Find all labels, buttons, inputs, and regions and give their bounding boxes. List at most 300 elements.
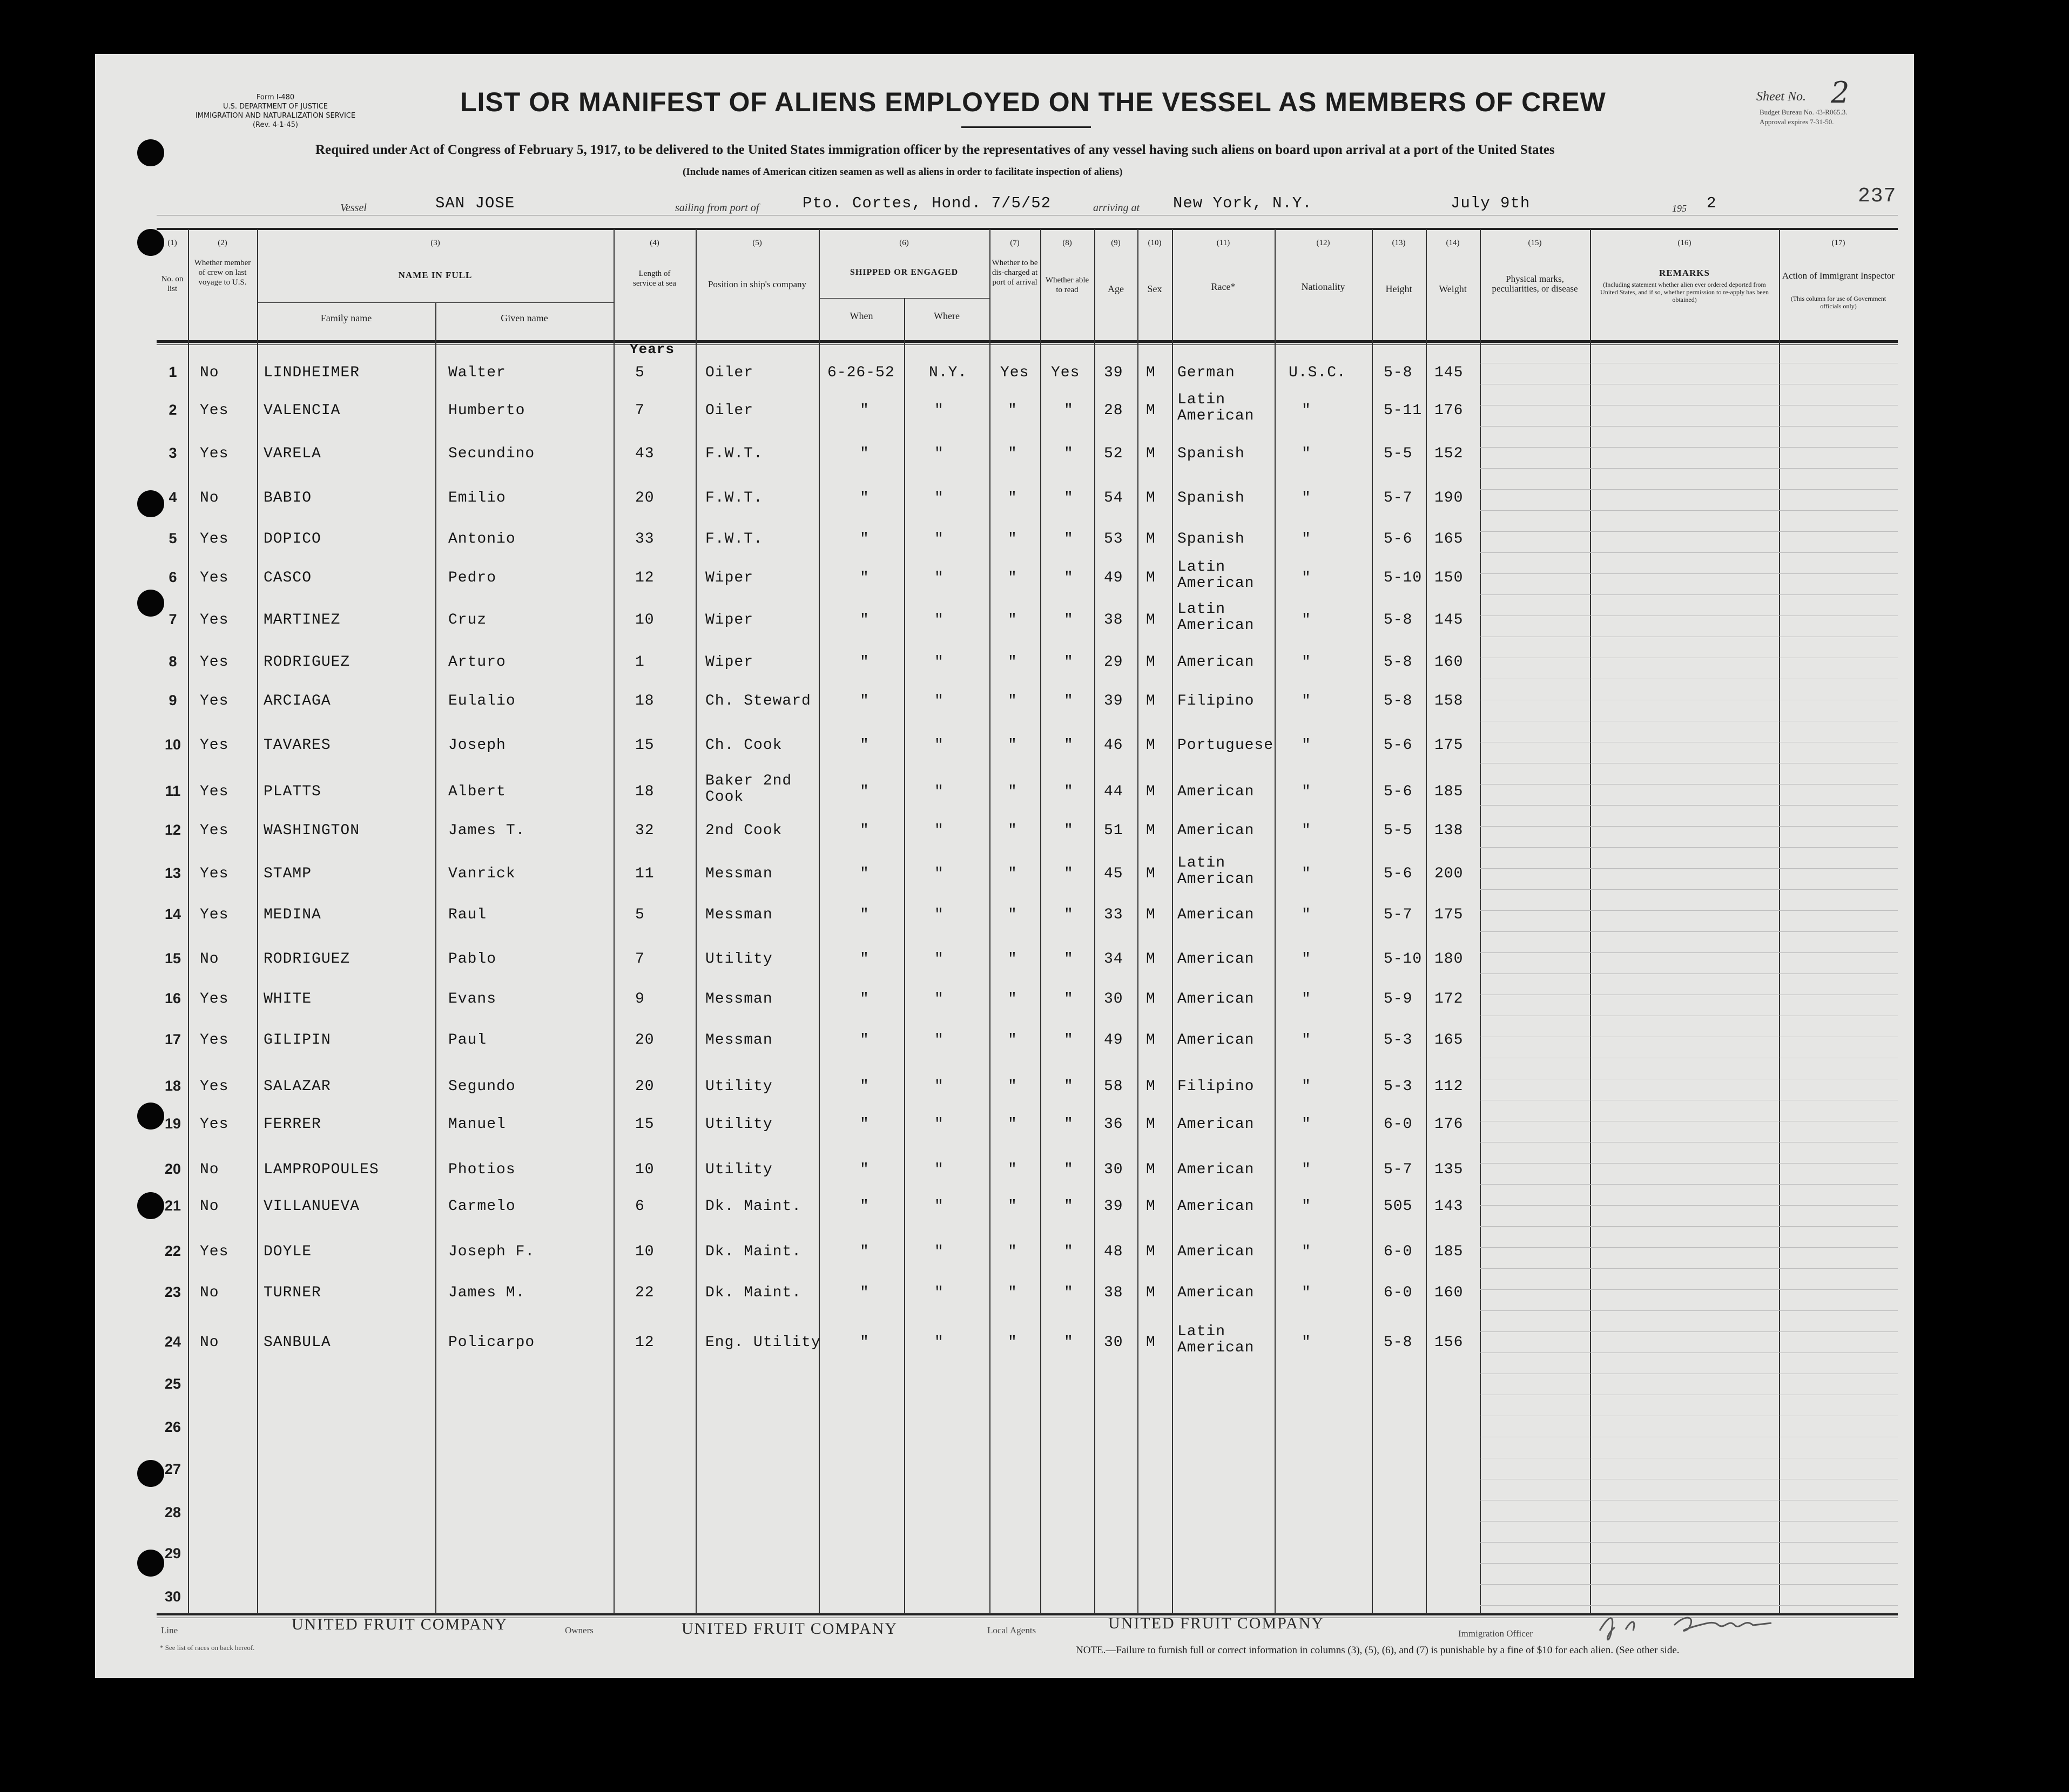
cell-when: " [860, 531, 870, 547]
cell-prev: Yes [200, 783, 229, 800]
cell-disch: " [1008, 1078, 1017, 1095]
header-discharged: Whether to be dis-charged at port of arrival [992, 259, 1038, 287]
cell-where: " [934, 1116, 944, 1133]
row-number: 2 [169, 402, 177, 418]
cell-weight: 145 [1434, 364, 1464, 381]
row-number: 27 [164, 1461, 181, 1477]
cell-age: 39 [1104, 693, 1123, 709]
ruled-line [1480, 847, 1898, 848]
cell-sex: M [1146, 1334, 1156, 1351]
cell-disch: " [1008, 654, 1017, 671]
cell-read: " [1064, 865, 1074, 882]
ruled-line [1480, 1247, 1898, 1248]
row-number: 9 [169, 692, 177, 708]
cell-sex: M [1146, 951, 1156, 968]
cell-when: 6-26-52 [827, 364, 895, 381]
cell-when: " [860, 1198, 870, 1215]
ruled-line [1480, 1268, 1898, 1269]
cell-nationality: " [1302, 1243, 1311, 1260]
vessel-name: SAN JOSE [435, 194, 515, 212]
cell-weight: 190 [1434, 490, 1464, 506]
cell-weight: 112 [1434, 1078, 1464, 1095]
cell-when: " [860, 445, 870, 462]
cell-nationality: " [1302, 1161, 1311, 1178]
column-divider [257, 229, 258, 1614]
cell-disch: " [1008, 1284, 1017, 1301]
cell-read: " [1064, 1161, 1074, 1178]
header-family-name: Family name [320, 313, 372, 323]
row-number: 19 [164, 1115, 181, 1132]
cell-prev: No [200, 1161, 219, 1178]
cell-height: 5-8 [1384, 693, 1413, 709]
row-number: 23 [164, 1284, 181, 1300]
cell-race: Latin American [1177, 391, 1255, 424]
column-number: (7) [1010, 239, 1020, 247]
cell-read: " [1064, 907, 1074, 923]
cell-age: 39 [1104, 364, 1123, 381]
cell-read: " [1064, 1078, 1074, 1095]
cell-height: 5-6 [1384, 783, 1413, 800]
cell-where: " [934, 1078, 944, 1095]
cell-weight: 185 [1434, 1243, 1464, 1260]
cell-given: Manuel [448, 1116, 506, 1133]
name-subheader-line [257, 302, 614, 303]
cell-given: Vanrick [448, 865, 516, 882]
cell-race: American [1177, 1032, 1255, 1049]
cell-position: Dk. Maint. [705, 1243, 802, 1260]
cell-disch: " [1008, 1032, 1017, 1049]
cell-given: Walter [448, 364, 506, 381]
ruled-line [1480, 1331, 1898, 1332]
cell-given: Photios [448, 1161, 516, 1178]
form-id-line: (Rev. 4-1-45) [252, 121, 298, 129]
row-number: 3 [169, 445, 177, 461]
cell-given: Evans [448, 991, 497, 1007]
cell-given: Carmelo [448, 1198, 516, 1215]
races-note: * See list of races on back hereof. [160, 1644, 255, 1652]
cell-family: DOPICO [264, 531, 321, 547]
header-able-to-read: Whether able to read [1045, 276, 1089, 294]
header-name-in-full: NAME IN FULL [398, 270, 473, 280]
ruled-line [1480, 1226, 1898, 1227]
cell-when: " [860, 991, 870, 1007]
ruled-line [1480, 1605, 1898, 1606]
cell-family: LAMPROPOULES [264, 1161, 379, 1178]
ruled-line [1480, 1563, 1898, 1564]
cell-sex: M [1146, 1161, 1156, 1178]
cell-service: 11 [635, 865, 655, 882]
cell-weight: 158 [1434, 693, 1464, 709]
cell-weight: 135 [1434, 1161, 1464, 1178]
cell-prev: Yes [200, 531, 229, 547]
row-number: 13 [164, 865, 181, 881]
column-number: (9) [1111, 239, 1121, 247]
column-number: (1) [167, 239, 177, 247]
ruled-line [1480, 805, 1898, 806]
cell-height: 5-6 [1384, 531, 1413, 547]
cell-disch: " [1008, 531, 1017, 547]
cell-position: Eng. Utility [705, 1334, 821, 1351]
cell-given: Joseph [448, 737, 506, 754]
cell-service: 15 [635, 1116, 655, 1133]
cell-nationality: " [1302, 531, 1311, 547]
page-number: 237 [1858, 185, 1897, 208]
cell-position: 2nd Cook [705, 822, 783, 839]
cell-given: Policarpo [448, 1334, 535, 1351]
cell-where: " [934, 737, 944, 754]
budget-line: Budget Bureau No. 43-R065.3. [1760, 108, 1848, 116]
cell-disch: " [1008, 570, 1017, 586]
cell-given: Antonio [448, 531, 516, 547]
cell-age: 58 [1104, 1078, 1123, 1095]
year-prefix: 195 [1672, 203, 1687, 214]
row-number: 21 [164, 1198, 181, 1214]
cell-height: 5-7 [1384, 907, 1413, 923]
ruled-line [1480, 931, 1898, 932]
cell-nationality: " [1302, 612, 1311, 628]
column-number: (8) [1062, 239, 1072, 247]
cell-race: American [1177, 1284, 1255, 1301]
cell-where: " [934, 1198, 944, 1215]
cell-position: F.W.T. [705, 445, 763, 462]
column-divider [1480, 229, 1481, 1614]
cell-family: PLATTS [264, 783, 321, 800]
cell-read: Yes [1051, 364, 1080, 381]
row-number: 4 [169, 489, 177, 505]
cell-race: German [1177, 364, 1235, 381]
cell-when: " [860, 737, 870, 754]
cell-when: " [860, 612, 870, 628]
header-physical-marks: Physical marks, peculiarities, or disease [1492, 274, 1578, 294]
ruled-line [1480, 1163, 1898, 1164]
punch-hole [137, 139, 164, 166]
cell-read: " [1064, 822, 1074, 839]
cell-weight: 138 [1434, 822, 1464, 839]
cell-read: " [1064, 1032, 1074, 1049]
form-id-line: U.S. DEPARTMENT OF JUSTICE [223, 103, 328, 111]
row-number: 26 [164, 1419, 181, 1435]
column-divider [614, 229, 615, 1614]
cell-sex: M [1146, 612, 1156, 628]
cell-service: 20 [635, 1032, 655, 1049]
cell-weight: 160 [1434, 654, 1464, 671]
cell-height: 6-0 [1384, 1284, 1413, 1301]
cell-when: " [860, 1116, 870, 1133]
owners-label: Owners [565, 1625, 594, 1635]
header-bottom-border2 [157, 344, 1898, 345]
cell-prev: No [200, 1198, 219, 1215]
ruled-line [1480, 973, 1898, 974]
cell-sex: M [1146, 693, 1156, 709]
cell-weight: 172 [1434, 991, 1464, 1007]
cell-weight: 180 [1434, 951, 1464, 968]
header-sex: Sex [1147, 283, 1162, 294]
cell-nationality: " [1302, 783, 1311, 800]
cell-service: 10 [635, 1161, 655, 1178]
column-number: (14) [1446, 239, 1460, 247]
cell-height: 5-5 [1384, 445, 1413, 462]
cell-disch: " [1008, 737, 1017, 754]
cell-prev: Yes [200, 445, 229, 462]
row-number: 18 [164, 1078, 181, 1094]
cell-race: Spanish [1177, 490, 1245, 506]
column-number: (13) [1392, 239, 1406, 247]
budget-line: Approval expires 7-31-50. [1760, 118, 1834, 126]
cell-height: 6-0 [1384, 1116, 1413, 1133]
row-number: 11 [165, 783, 181, 799]
cell-nationality: " [1302, 1334, 1311, 1351]
cell-position: Dk. Maint. [705, 1198, 802, 1215]
cell-weight: 176 [1434, 1116, 1464, 1133]
header-length-of-service: Length of service at sea [633, 269, 676, 288]
cell-where: " [934, 1334, 944, 1351]
penalty-note: NOTE.—Failure to furnish full or correct information in columns (3), (5), (6), and (7) is punishable by a fine of $10 for each alien. (See other side. [1076, 1645, 1680, 1656]
cell-given: Segundo [448, 1078, 516, 1095]
cell-service: 10 [635, 612, 655, 628]
cell-height: 5-3 [1384, 1032, 1413, 1049]
cell-family: WASHINGTON [264, 822, 360, 839]
ruled-line [1480, 447, 1898, 448]
officer-label: Immigration Officer [1458, 1628, 1533, 1639]
cell-position: Baker 2nd Cook [705, 773, 792, 806]
cell-disch: " [1008, 490, 1017, 506]
agents-value: UNITED FRUIT COMPANY [1108, 1614, 1325, 1632]
agents-label: Local Agents [987, 1625, 1036, 1635]
ruled-line [1480, 889, 1898, 890]
row-number: 15 [164, 950, 181, 966]
column-number: (15) [1528, 239, 1542, 247]
cell-sex: M [1146, 570, 1156, 586]
row-number: 25 [164, 1376, 181, 1392]
cell-where: " [934, 402, 944, 419]
cell-disch: " [1008, 951, 1017, 968]
row-number: 7 [169, 611, 177, 627]
cell-when: " [860, 951, 870, 968]
cell-race: American [1177, 1243, 1255, 1260]
page-title: LIST OR MANIFEST OF ALIENS EMPLOYED ON THE VESSEL AS MEMBERS OF CREW [460, 87, 1606, 117]
row-number: 14 [164, 906, 181, 922]
column-number: (16) [1677, 239, 1691, 247]
cell-race: Filipino [1177, 1078, 1255, 1095]
cell-position: Ch. Cook [705, 737, 783, 754]
cell-age: 49 [1104, 570, 1123, 586]
cell-prev: Yes [200, 737, 229, 754]
ruled-line [1480, 952, 1898, 953]
column-divider [1372, 229, 1373, 1614]
cell-disch: " [1008, 612, 1017, 628]
cell-prev: Yes [200, 693, 229, 709]
ruled-line [1480, 552, 1898, 553]
cell-race: American [1177, 1161, 1255, 1178]
vessel-label: Vessel [340, 202, 367, 214]
row-number: 16 [164, 990, 181, 1006]
cell-race: American [1177, 654, 1255, 671]
cell-when: " [860, 822, 870, 839]
cell-weight: 165 [1434, 531, 1464, 547]
column-number: (11) [1216, 239, 1230, 247]
column-divider [1040, 229, 1041, 1614]
cell-prev: Yes [200, 1116, 229, 1133]
row-number: 28 [164, 1504, 181, 1520]
shipped-subheader-line [819, 298, 989, 299]
ruled-line [1480, 510, 1898, 511]
cell-given: Pedro [448, 570, 497, 586]
cell-age: 48 [1104, 1243, 1123, 1260]
header-remarks-note: (Including statement whether alien ever ordered deported from United States, and if so, whether permission to re-apply has been obtained) [1600, 281, 1769, 303]
cell-family: VILLANUEVA [264, 1198, 360, 1215]
cell-race: Portuguese [1177, 737, 1274, 754]
row-number: 24 [164, 1334, 181, 1350]
port-from: Pto. Cortes, Hond. 7/5/52 [803, 194, 1052, 212]
cell-race: Filipino [1177, 693, 1255, 709]
cell-read: " [1064, 654, 1074, 671]
cell-family: GILIPIN [264, 1032, 331, 1049]
cell-service: 33 [635, 531, 655, 547]
cell-disch: " [1008, 991, 1017, 1007]
cell-service: 18 [635, 693, 655, 709]
cell-service: 15 [635, 737, 655, 754]
cell-position: Utility [705, 1078, 773, 1095]
cell-given: Cruz [448, 612, 487, 628]
cell-position: Oiler [705, 364, 754, 381]
cell-age: 36 [1104, 1116, 1123, 1133]
cell-weight: 175 [1434, 737, 1464, 754]
header-race: Race* [1211, 281, 1236, 292]
cell-nationality: " [1302, 402, 1311, 419]
cell-prev: No [200, 1334, 219, 1351]
cell-read: " [1064, 1116, 1074, 1133]
cell-where: " [934, 1032, 944, 1049]
cell-sex: M [1146, 445, 1156, 462]
header-shipped-engaged: SHIPPED OR ENGAGED [850, 268, 959, 277]
arriving-label: arriving at [1093, 202, 1140, 214]
cell-race: American [1177, 907, 1255, 923]
cell-prev: Yes [200, 612, 229, 628]
cell-read: " [1064, 951, 1074, 968]
cell-when: " [860, 783, 870, 800]
cell-where: " [934, 531, 944, 547]
ruled-line [1480, 910, 1898, 911]
cell-family: ARCIAGA [264, 693, 331, 709]
header-weight: Weight [1439, 283, 1467, 294]
cell-when: " [860, 654, 870, 671]
sheet-label: Sheet No. [1756, 90, 1806, 104]
cell-race: Latin American [1177, 1323, 1255, 1356]
column-divider [1779, 229, 1780, 1614]
cell-position: Messman [705, 991, 773, 1007]
ruled-line [1480, 1289, 1898, 1290]
cell-read: " [1064, 612, 1074, 628]
cell-nationality: " [1302, 991, 1311, 1007]
ruled-line [1480, 1542, 1898, 1543]
cell-when: " [860, 1078, 870, 1095]
cell-given: Arturo [448, 654, 506, 671]
cell-sex: M [1146, 865, 1156, 882]
cell-when: " [860, 1334, 870, 1351]
cell-height: 5-3 [1384, 1078, 1413, 1095]
cell-given: James T. [448, 822, 525, 839]
cell-height: 5-6 [1384, 865, 1413, 882]
cell-age: 30 [1104, 1161, 1123, 1178]
cell-family: MARTINEZ [264, 612, 341, 628]
column-divider [1275, 229, 1276, 1614]
cell-read: " [1064, 531, 1074, 547]
cell-age: 30 [1104, 991, 1123, 1007]
cell-disch: " [1008, 822, 1017, 839]
cell-family: FERRER [264, 1116, 321, 1133]
cell-height: 5-8 [1384, 1334, 1413, 1351]
cell-sex: M [1146, 364, 1156, 381]
ruled-line [1480, 1310, 1898, 1311]
cell-nationality: " [1302, 1198, 1311, 1215]
cell-age: 38 [1104, 612, 1123, 628]
row-number: 29 [164, 1545, 181, 1561]
cell-when: " [860, 907, 870, 923]
column-divider [1426, 229, 1427, 1614]
cell-service: 18 [635, 783, 655, 800]
column-number: (3) [430, 239, 440, 247]
cell-prev: Yes [200, 402, 229, 419]
cell-sex: M [1146, 402, 1156, 419]
row-number: 10 [164, 736, 181, 753]
cell-where: " [934, 951, 944, 968]
cell-disch: " [1008, 1161, 1017, 1178]
header-when: When [850, 310, 873, 321]
column-number: (2) [218, 239, 227, 247]
cell-where: N.Y. [929, 364, 968, 381]
cell-position: Wiper [705, 654, 754, 671]
cell-sex: M [1146, 783, 1156, 800]
cell-service: 43 [635, 445, 655, 462]
cell-when: " [860, 490, 870, 506]
cell-family: LINDHEIMER [264, 364, 360, 381]
title-underline [961, 126, 1091, 128]
cell-disch: " [1008, 1198, 1017, 1215]
cell-race: American [1177, 991, 1255, 1007]
officer-signature [1593, 1609, 1788, 1641]
cell-family: WHITE [264, 991, 312, 1007]
row-number: 30 [164, 1588, 181, 1605]
cell-where: " [934, 822, 944, 839]
row-number: 1 [169, 364, 177, 380]
cell-height: 5-8 [1384, 364, 1413, 381]
cell-service: 5 [635, 907, 645, 923]
cell-where: " [934, 693, 944, 709]
cell-given: Paul [448, 1032, 487, 1049]
ruled-line [1480, 489, 1898, 490]
arrival-date: July 9th [1451, 194, 1531, 212]
cell-sex: M [1146, 1032, 1156, 1049]
header-no-on-list: No. on list [161, 275, 184, 293]
cell-read: " [1064, 570, 1074, 586]
ruled-line [1480, 868, 1898, 869]
cell-when: " [860, 1243, 870, 1260]
subtitle: Required under Act of Congress of February 5, 1917, to be delivered to the United States immigration officer by the representatives of any vessel having such aliens on board upon arrival at a port of the United States [315, 143, 1555, 157]
cell-prev: Yes [200, 570, 229, 586]
header-where: Where [934, 310, 960, 321]
cell-read: " [1064, 490, 1074, 506]
cell-position: Wiper [705, 612, 754, 628]
cell-service: 6 [635, 1198, 645, 1215]
cell-sex: M [1146, 1198, 1156, 1215]
cell-where: " [934, 654, 944, 671]
cell-age: 52 [1104, 445, 1123, 462]
years-label: Years [630, 341, 675, 357]
cell-position: Dk. Maint. [705, 1284, 802, 1301]
cell-service: 32 [635, 822, 655, 839]
cell-race: American [1177, 1116, 1255, 1133]
cell-race: Spanish [1177, 445, 1245, 462]
